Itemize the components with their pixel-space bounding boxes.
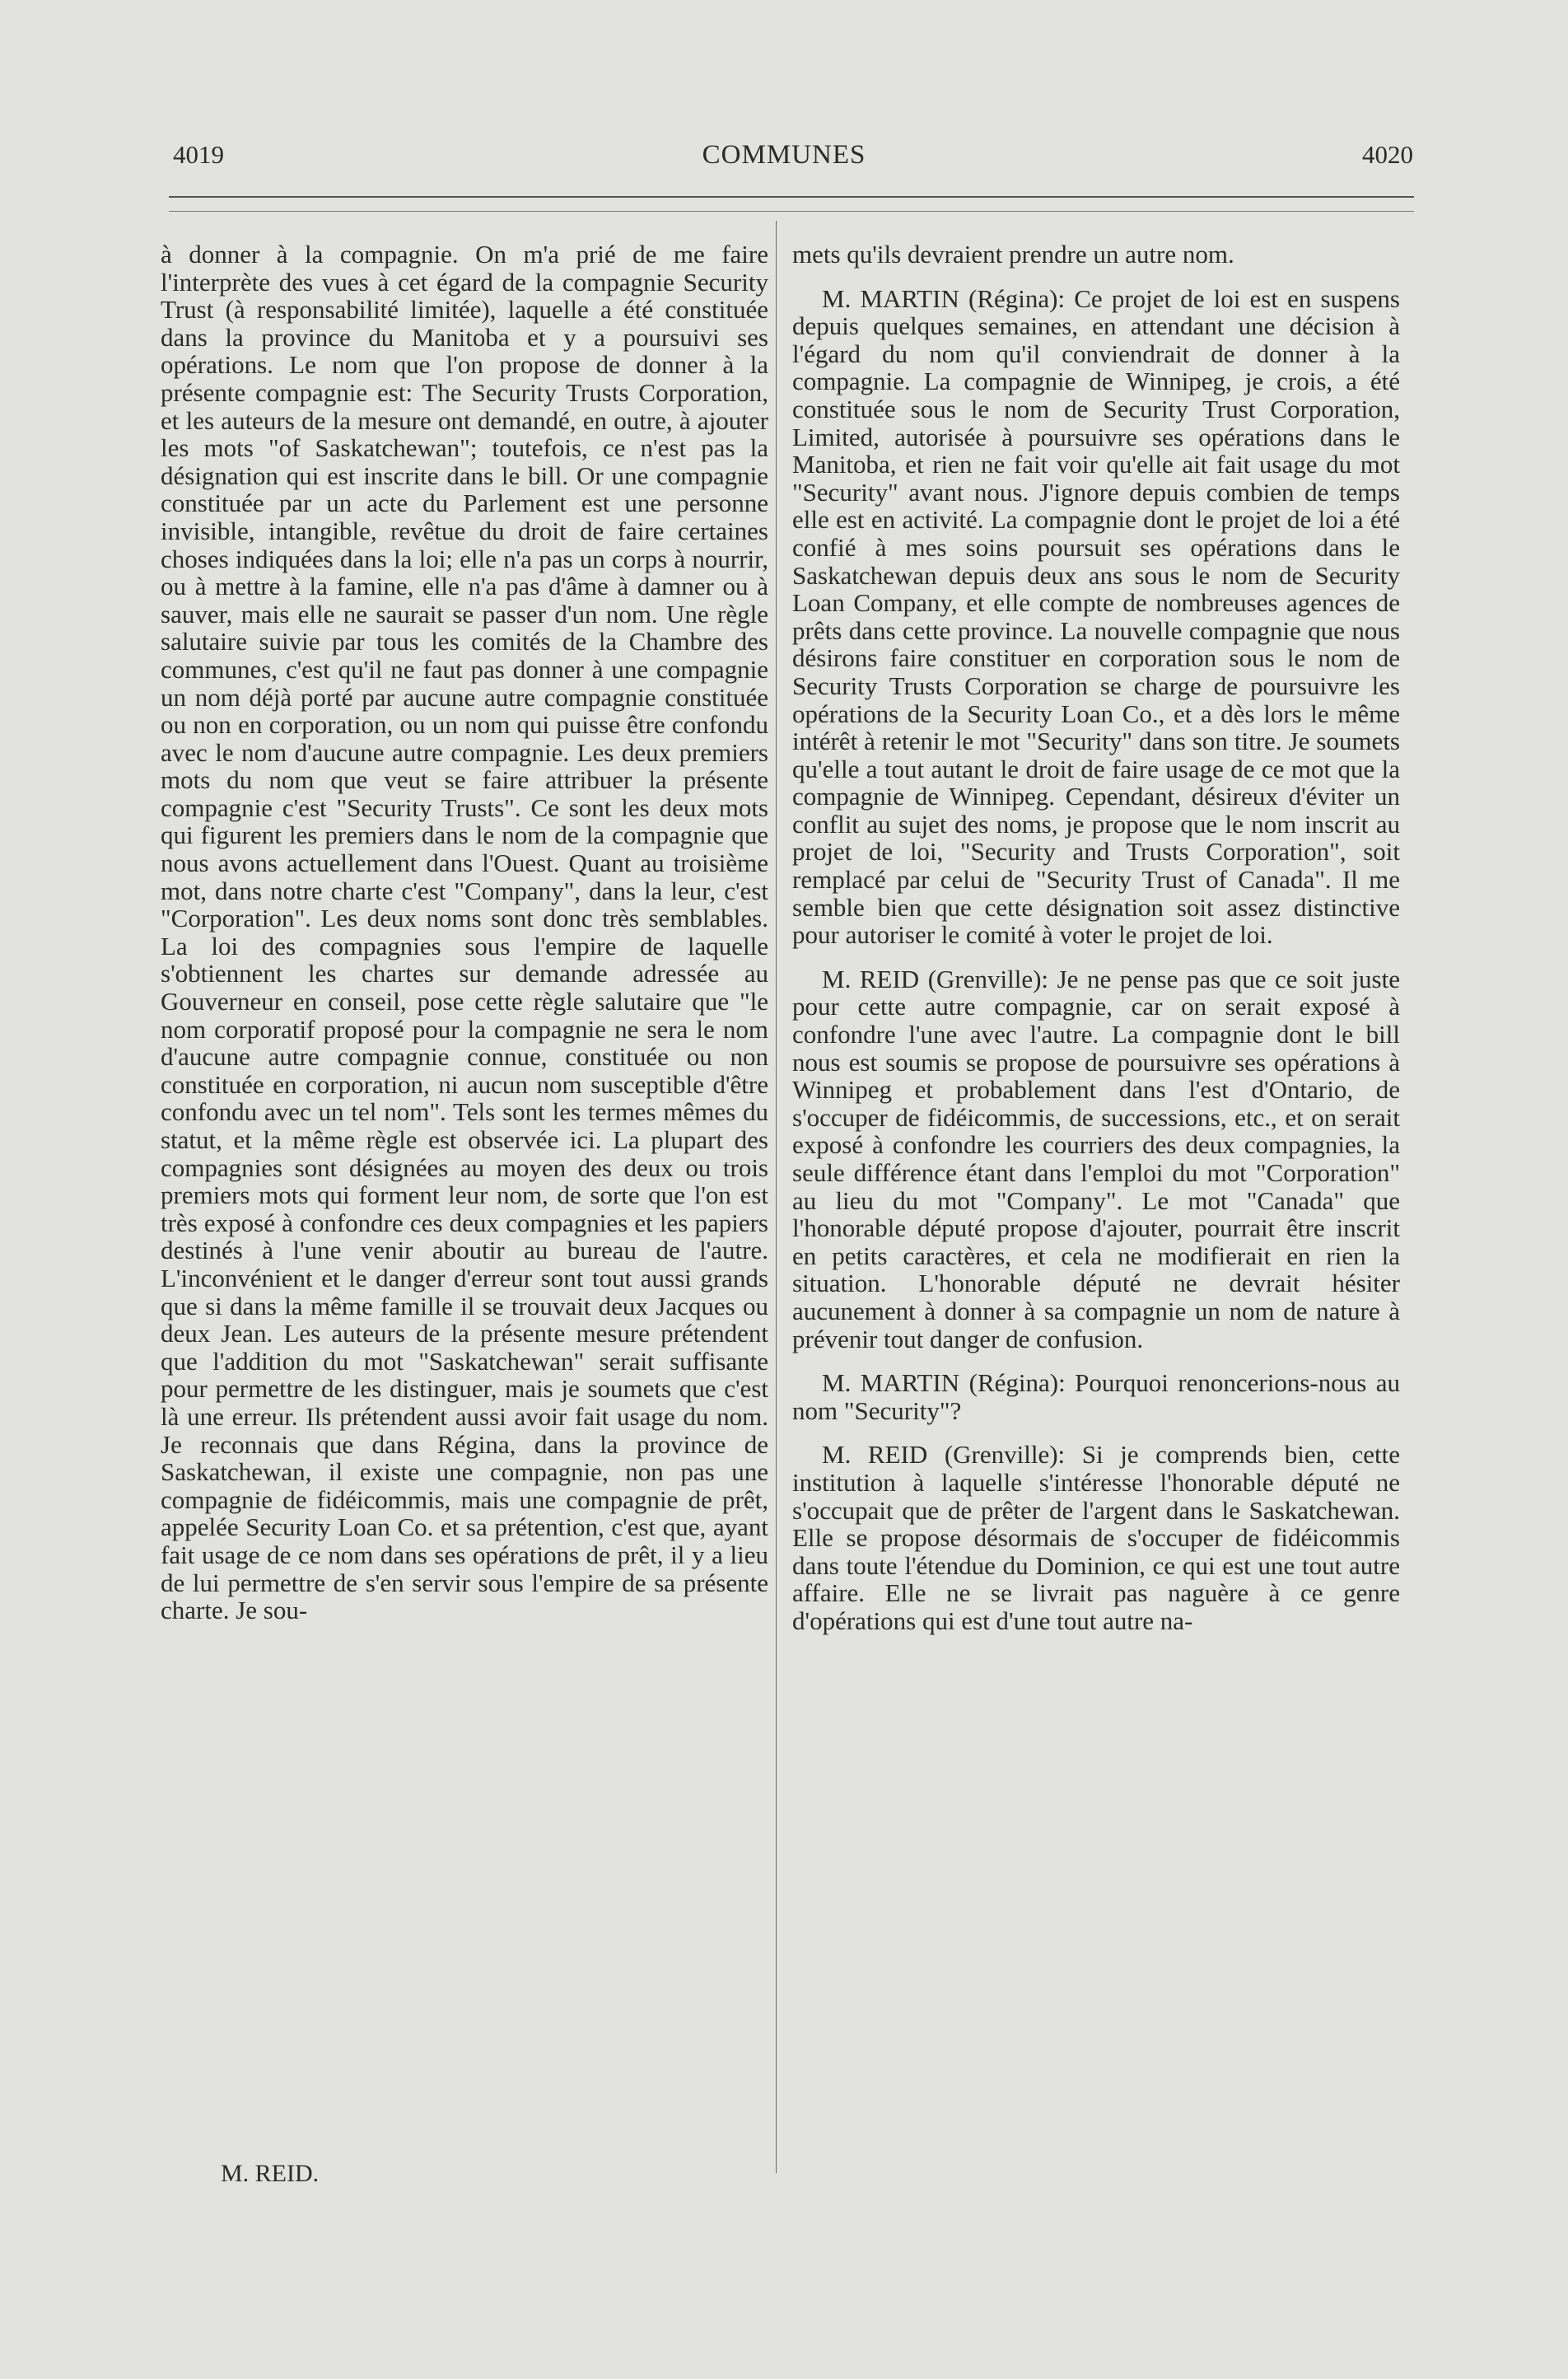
right-column: [792, 241, 1400, 1635]
page-header: [0, 140, 1568, 189]
left-column: [161, 241, 768, 1624]
right-paragraph-martin-2: M. MARTIN (Régina): Pourquoi renoncerions-nous au nom "Security"?: [792, 1368, 1400, 1425]
header-rule-bottom: [169, 211, 1414, 212]
right-paragraph-continuation: mets qu'ils devraient prendre un autre nom.: [792, 240, 1234, 269]
running-title: COMMUNES: [702, 140, 866, 170]
right-paragraph-reid-1: M. REID (Grenville): Je ne pense pas que ce soit juste pour cette autre compagnie, car on serait exposé à confondre l'une avec l'autre. La compagnie dont le bill nous est soumis se propose de poursuivre ses opérations à Winnipeg et probablement dans l'est d'Ontario, de s'occuper de fidéicommis, de successions, etc., et on serait exposé à confondre les courriers des deux compagnies, la seule différence étant dans l'emploi du mot "Corporation" au lieu du mot "Company". Le mot "Canada" que l'honorable député propose d'ajouter, pourrait être inscrit en petits caractères, et cela ne modifierait en rien la situation. L'honorable député ne devrait hésiter aucunement à donner à sa compagnie un nom de nature à prévenir tout danger de confusion.: [792, 964, 1400, 1353]
speaker-signoff: M. REID.: [221, 2160, 320, 2187]
right-paragraph-martin-1: M. MARTIN (Régina): Ce projet de loi est en suspens depuis quelques semaines, en attendant une décision à l'égard du nom qu'il conviendrait de donner à la compagnie. La compagnie de Winnipeg, je crois, a été constituée sous le nom de Security Trust Corporation, Limited, autorisée à poursuivre ses opérations dans le Manitoba, et rien ne fait voir qu'elle ait fait usage du mot "Security" avant nous. J'ignore depuis combien de temps elle est en activité. La compagnie dont le projet de loi a été confié à mes soins poursuit ses opérations dans le Saskatchewan depuis deux ans sous le nom de Security Loan Company, et elle compte de nombreuses agences de prêts dans cette province. La nouvelle compagnie que nous désirons faire constituer en corporation sous le nom de Security Trusts Corporation se charge de poursuivre les opérations de la Security Loan Co., et a dès lors le même intérêt à retenir le mot "Security" dans son titre. Je soumets qu'elle a tout autant le droit de faire usage de ce mot que la compagnie de Winnipeg. Cependant, désireux d'éviter un conflit au sujet des noms, je propose que le nom inscrit au projet de loi, "Security and Trusts Corporation", soit remplacé par celui de "Security Trust of Canada". Il me semble bien que cette désignation soit assez distinctive pour autoriser le comité à voter le projet de loi.: [792, 283, 1400, 950]
header-rule-top: [169, 196, 1414, 198]
page-number-left: 4019: [173, 140, 224, 169]
right-paragraph-reid-2: M. REID (Grenville): Si je comprends bien, cette institution à laquelle s'intéresse l'honorable député ne s'occupait que de prêter de l'argent dans le Saskatchewan. Elle se propose désormais de s'occuper de fidéicommis dans toute l'étendue du Dominion, ce qui est une tout autre affaire. Elle ne se livrait pas naguère à ce genre d'opérations qui est d'une tout autre na-: [792, 1440, 1400, 1635]
page-number-right: 4020: [1362, 140, 1413, 169]
left-paragraph: à donner à la compagnie. On m'a prié de me faire l'interprète des vues à cet égard de la compagnie Security Trust (à responsabilité limitée), laquelle a été constituée dans la province du Manitoba et y a poursuivi ses opérations. Le nom que l'on propose de donner à la présente compagnie est: The Security Trusts Corporation, et les auteurs de la mesure ont demandé, en outre, à ajouter les mots "of Saskatchewan"; toutefois, ce n'est pas la désignation qui est inscrite dans le bill. Or une compagnie constituée par un acte du Parlement est une personne invisible, intangible, revêtue du droit de faire certaines choses indiquées dans la loi; elle n'a pas un corps à nourrir, ou à mettre à la famine, elle n'a pas d'âme à damner ou à sauver, mais elle ne saurait se passer d'un nom. Une règle salutaire suivie par tous les comités de la Chambre des communes, c'est qu'il ne faut pas donner à une compagnie un nom déjà porté par aucune autre compagnie constituée ou non en corporation, ou un nom qui puisse être confondu avec le nom d'aucune autre compagnie. Les deux premiers mots du nom que veut se faire attribuer la présente compagnie c'est "Security Trusts". Ce sont les deux mots qui figurent les premiers dans le nom de la compagnie que nous avons actuellement dans l'Ouest. Quant au troisième mot, dans notre charte c'est "Company", dans la leur, c'est "Corporation". Les deux noms sont donc très semblables. La loi des compagnies sous l'empire de laquelle s'obtiennent les chartes sur demande adressée au Gouverneur en conseil, pose cette règle salutaire que "le nom corporatif proposé pour la compagnie ne sera le nom d'aucune autre compagnie connue, constituée ou non constituée en corporation, ni aucun nom susceptible d'être confondu avec un tel nom". Tels sont les termes mêmes du statut, et la même règle est observée ici. La plupart des compagnies sont désignées au moyen des deux ou trois premiers mots qui forment leur nom, de sorte que l'on est très exposé à confondre ces deux compagnies et les papiers destinés à l'une venir aboutir au bureau de l'autre. L'inconvénient et le danger d'erreur sont tout aussi grands que si dans la même famille il se trouvait deux Jacques ou deux Jean. Les auteurs de la présente mesure prétendent que l'addition du mot "Saskatchewan" serait suffisante pour permettre de les distinguer, mais je soumets que c'est là une erreur. Ils prétendent aussi avoir fait usage du nom. Je reconnais que dans Régina, dans la province de Saskatchewan, il existe une compagnie, non pas une compagnie de fidéicommis, mais une compagnie de prêt, appelée Security Loan Co. et sa prétention, c'est que, ayant fait usage de ce nom dans ses opérations de prêt, il y a lieu de lui permettre de s'en servir sous l'empire de sa présente charte. Je sou-: [161, 240, 768, 1625]
column-divider: [776, 221, 777, 2173]
